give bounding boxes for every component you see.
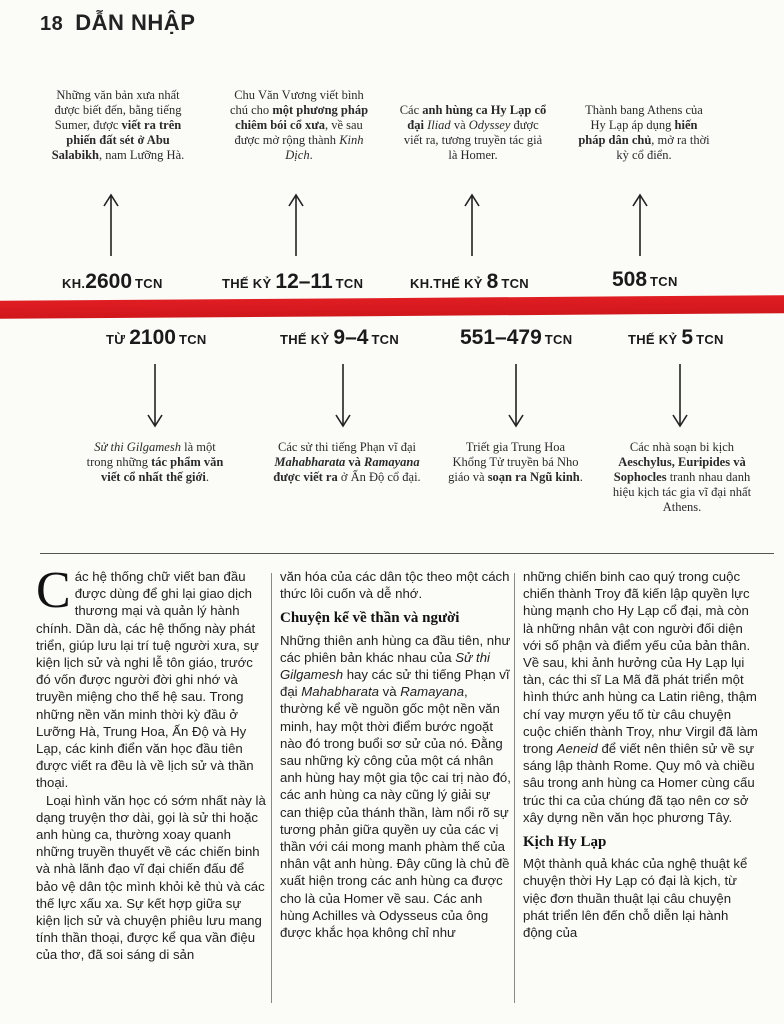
paragraph: văn hóa của các dân tộc theo một cách thức lôi cuốn và dễ nhớ. (280, 569, 510, 602)
date-above-3: KH.THẾ KỶ 8 TCN (410, 270, 529, 293)
event-above-4: Thành bang Athens của Hy Lạp áp dụng hiến pháp dân chủ, mở ra thời kỳ cổ điển. (578, 103, 710, 162)
paragraph: Những thiên anh hùng ca đầu tiên, như các phiên bản khác nhau của Sử thi Gilgamesh hay các sử thi tiếng Phạn vĩ đại Mahabharata và Ramayana, thường kể về nguồn gốc một nền văn minh, hay một thời điểm bước ngoặt nào đó trong buổi sơ sử của nó. Đằng sau những kỳ công của một cá nhân anh hùng hay một gia tộc cai trị nào đó, các anh hùng ca này cũng lý giải sự can thiệp của thánh thần, làm nổi rõ sự tương phản giữa quyền uy của các vị thần với cái mong manh phàm thế của nhân vật anh hùng. Đây cũng là chủ đề xuất hiện trong các anh hùng ca được cho là của Homer về sau. Các anh hùng Achilles và Odysseus của ông được khắc họa không chỉ như (280, 632, 511, 941)
arrow-down-icon (335, 362, 351, 430)
arrow-up-icon (632, 192, 648, 258)
subheading: Chuyện kể về thần và người (280, 610, 460, 627)
event-below-4: Các nhà soạn bi kịch Aeschylus, Euripides và Sophocles tranh nhau danh hiệu kịch tác gia vĩ đại nhất Athens. (612, 440, 752, 514)
date-below-3: 551–479 TCN (460, 326, 573, 349)
event-above-2: Chu Văn Vương viết bình chú cho một phương pháp chiêm bói cổ xưa, về sau được mở rộng thành Kinh Dịch. (229, 88, 369, 162)
event-above-1: Những văn bản xưa nhất được biết đến, bằng tiếng Sumer, được viết ra trên phiến đất sét ở Abu Salabikh, nam Lưỡng Hà. (51, 88, 185, 162)
arrow-down-icon (147, 362, 163, 430)
date-below-2: THẾ KỶ 9–4 TCN (280, 326, 400, 349)
paragraph: Loại hình văn học có sớm nhất này là dạng truyện thơ dài, gọi là sử thi hoặc anh hùng ca, thường xoay quanh những truyền thuyết về các chiến binh và nhà lãnh đạo vĩ đại chiến đấu để bảo vệ dân tộc mình khỏi kẻ thù và các thế lực xấu xa. Sự kết hợp giữa sự kiện lịch sử và chuyện phiêu lưu mang tính thần thoại, được kể qua vần điệu của thơ, đã soi sáng di sản (36, 792, 266, 963)
column-divider (271, 573, 272, 1003)
body-column-2 (280, 568, 512, 941)
arrow-up-icon (464, 192, 480, 258)
date-above-1: KH.2600 TCN (62, 270, 163, 293)
subheading: Kịch Hy Lạp (523, 834, 607, 851)
section-title: DẪN NHẬP (75, 10, 196, 35)
date-above-4: 508 TCN (612, 268, 678, 291)
event-below-2: Các sử thi tiếng Phạn vĩ đại Mahabharata và Ramayana được viết ra ở Ấn Độ cổ đại. (273, 440, 421, 484)
arrow-up-icon (103, 192, 119, 258)
drop-cap: C (36, 562, 71, 619)
paragraph: Một thành quả khác của nghệ thuật kể chuyện thời Hy Lạp có đại là kịch, từ việc đơn thuần thuật lại câu chuyện phát triển lên đến chỗ diễn lại hành động của (523, 856, 748, 941)
date-above-2: THẾ KỶ 12–11 TCN (222, 270, 364, 293)
date-below-1: TỪ 2100 TCN (106, 326, 207, 349)
paragraph: Các hệ thống chữ viết ban đầu được dùng để ghi lại giao dịch thương mại và quản lý hành chính. Dần dà, các hệ thống này phát triển, giúp lưu lại trí tuệ người xưa, sự kiện lịch sử và nghi lễ tôn giáo, trước đó vốn được người đời ghi nhớ và truyền miệng cho thế hệ sau. Trong những nền văn minh thời kỳ đầu ở Lưỡng Hà, Trung Hoa, Ấn Độ và Hy Lạp, các kinh điển văn học đầu tiên được viết ra đều là về lịch sử và thần thoại. (36, 562, 259, 791)
body-column-1 (36, 562, 268, 964)
event-below-3: Triết gia Trung Hoa Khổng Tử truyền bá Nho giáo và soạn ra Ngũ kinh. (448, 440, 583, 484)
timeline-bar (0, 295, 784, 318)
arrow-down-icon (508, 362, 524, 430)
column-divider (514, 573, 515, 1003)
body-column-3 (523, 568, 759, 941)
arrow-down-icon (672, 362, 688, 430)
page-header (40, 10, 195, 36)
event-below-1: Sử thi Gilgamesh là một trong những tác phẩm văn viết cổ nhất thế giới. (86, 440, 224, 484)
page-number: 18 (40, 13, 64, 35)
date-below-4: THẾ KỶ 5 TCN (628, 326, 724, 349)
paragraph: những chiến binh cao quý trong cuộc chiến thành Troy đã kiến lập quyền lực hùng mạnh cho Hy Lạp cổ đại, mà còn là những nhân vật con người đối diện với số phận và điểm yếu của bản thân. Về sau, khi ảnh hưởng của Hy Lạp lụi tàn, các thi sĩ La Mã đã phát triển một hình thức anh hùng ca Latin riêng, thậm chí vay mượn yếu tố từ câu chuyện cuộc chiến thành Troy, như Virgil đã làm trong Aeneid để viết nên thiên sử về sự sáng lập thành Rome. Quy mô và chiều sâu trong anh hùng ca Homer cùng cấu trúc thi ca của chúng đã tạo nên cơ sở xây dựng nền văn học phương Tây. (523, 569, 758, 825)
event-above-3: Các anh hùng ca Hy Lạp cổ đại Iliad và Odyssey được viết ra, tương truyền tác giả là Homer. (399, 103, 547, 162)
arrow-up-icon (288, 192, 304, 258)
section-divider (40, 553, 774, 554)
